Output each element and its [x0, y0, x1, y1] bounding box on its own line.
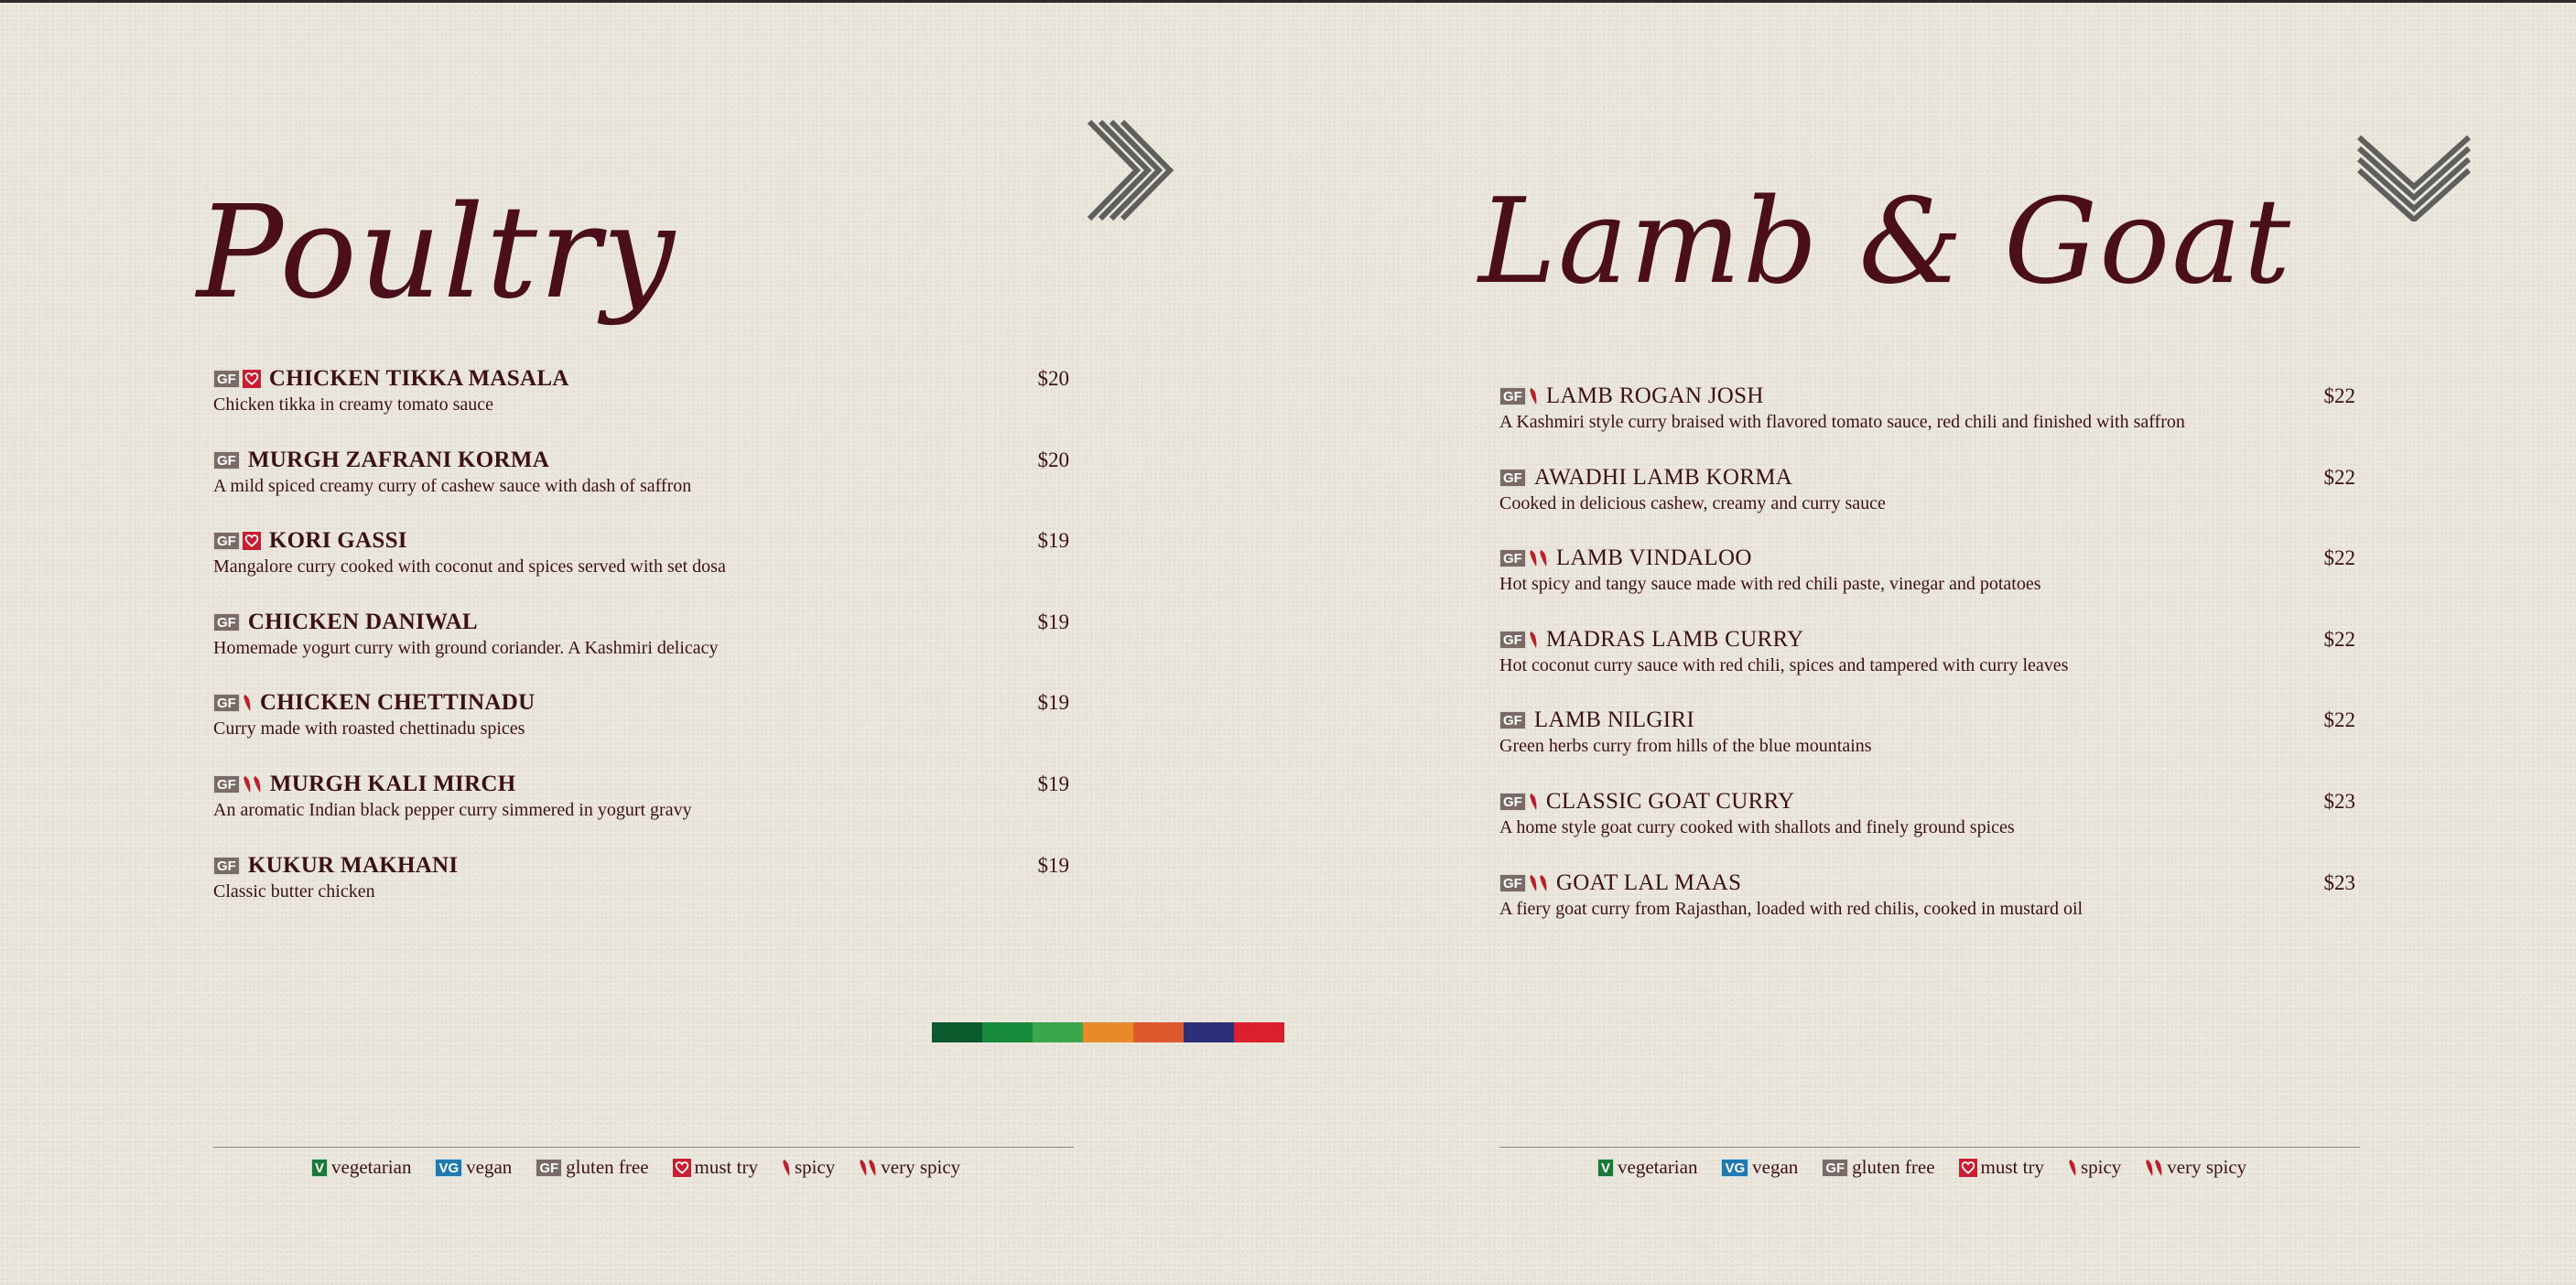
dish-price: $20: [1037, 448, 1069, 471]
poultry-menu-list: [213, 364, 1069, 932]
dish-price: $19: [1037, 610, 1069, 633]
diet-tags: [213, 775, 262, 794]
legend-label: spicy: [794, 1156, 836, 1178]
chili-icon: [2068, 1159, 2077, 1177]
dish-name: CHICKEN CHETTINADU: [259, 690, 536, 716]
dish-name: CHICKEN DANIWAL: [247, 609, 478, 634]
dietary-legend: [311, 1156, 960, 1179]
dish-name: GOAT LAL MAAS: [1555, 869, 1742, 895]
legend-label: vegan: [1752, 1156, 1799, 1178]
legend-item: [1597, 1156, 1697, 1179]
dish-price: $22: [2323, 708, 2355, 732]
dish-description: A home style goat curry cooked with shallots and finely ground spices: [1499, 816, 2015, 837]
dish-description: Classic butter chicken: [213, 880, 375, 902]
legend-item: [673, 1156, 758, 1179]
gluten-free-badge: GF: [1499, 631, 1526, 649]
diet-tags: [1499, 469, 1526, 487]
dish-description: Hot coconut curry sauce with red chili, spices and tampered with curry leaves: [1499, 654, 2069, 675]
dish-price: $22: [2323, 627, 2355, 651]
dish-description: Homemade yogurt curry with ground coriander. A Kashmiri delicacy: [213, 637, 719, 658]
legend-item: [782, 1156, 835, 1179]
gluten-free-badge: GF: [1499, 711, 1526, 729]
dish-name: LAMB NILGIRI: [1533, 707, 1694, 733]
dish-name: MADRAS LAMB CURRY: [1545, 626, 1804, 652]
diet-tags: [1499, 793, 1538, 811]
gluten-free-badge: GF: [536, 1159, 562, 1177]
gluten-free-badge: GF: [213, 370, 240, 388]
menu-item: [213, 688, 1069, 770]
legend-item: [1822, 1156, 1934, 1179]
gluten-free-badge: GF: [1499, 549, 1526, 567]
legend-item: [311, 1156, 411, 1179]
legend-label: vegan: [466, 1156, 513, 1178]
dish-description: An aromatic Indian black pepper curry simmered in yogurt gravy: [213, 799, 692, 820]
must-try-heart-icon: [1959, 1159, 1977, 1177]
legend-label: spicy: [2080, 1156, 2122, 1178]
legend-item: [435, 1156, 512, 1179]
color-stripe: [1033, 1022, 1083, 1042]
dish-price: $19: [1037, 772, 1069, 795]
diet-tags: [1499, 711, 1526, 729]
legend-item: [1721, 1156, 1798, 1179]
menu-item: [213, 608, 1069, 689]
gluten-free-badge: GF: [1499, 387, 1526, 405]
legend-item: [2145, 1156, 2246, 1179]
color-stripe: [1184, 1022, 1234, 1042]
legend-item: [859, 1156, 960, 1179]
page-title: Poultry: [197, 178, 677, 328]
dish-price: $19: [1037, 691, 1069, 715]
chili-icon: [1529, 793, 1538, 811]
dish-name: CLASSIC GOAT CURRY: [1545, 788, 1795, 814]
menu-item: [213, 770, 1069, 851]
menu-item: [1499, 625, 2355, 707]
gluten-free-badge: GF: [213, 451, 240, 470]
chevron-right-icon: [1080, 117, 1176, 232]
double-chili-icon: [1529, 874, 1548, 892]
diet-tags: [1499, 631, 1538, 649]
dish-description: A fiery goat curry from Rajasthan, loaded with red chilis, cooked in mustard oil: [1499, 898, 2084, 919]
legend-divider: [1499, 1147, 2360, 1148]
dish-description: Cooked in delicious cashew, creamy and curry sauce: [1499, 492, 1886, 513]
dish-name: KUKUR MAKHANI: [247, 852, 459, 878]
diet-tags: [213, 451, 240, 470]
dish-price: $19: [1037, 529, 1069, 553]
menu-item: [1499, 869, 2355, 950]
double-chili-icon: [859, 1159, 877, 1177]
dietary-legend: [1597, 1156, 2246, 1179]
gluten-free-badge: GF: [213, 613, 240, 632]
legend-label: very spicy: [2167, 1156, 2247, 1178]
dish-name: MURGH KALI MIRCH: [269, 771, 516, 796]
dish-price: $23: [2323, 870, 2355, 894]
gluten-free-badge: GF: [1499, 469, 1526, 487]
dish-description: A Kashmiri style curry braised with flavored tomato sauce, red chili and finished with saffron: [1499, 412, 2185, 432]
gluten-free-badge: GF: [213, 775, 240, 794]
chili-icon: [1529, 387, 1538, 405]
dish-description: Hot spicy and tangy sauce made with red chili paste, vinegar and potatoes: [1499, 574, 2041, 595]
lamb-goat-menu-list: [1499, 382, 2355, 949]
gluten-free-badge: GF: [213, 857, 240, 875]
gluten-free-badge: GF: [213, 694, 240, 712]
gluten-free-badge: GF: [1499, 793, 1526, 811]
dish-price: $22: [2323, 546, 2355, 570]
vegetarian-badge: V: [1597, 1159, 1614, 1177]
dish-description: Mangalore curry cooked with coconut and spices served with set dosa: [213, 556, 726, 578]
color-stripe: [1083, 1022, 1133, 1042]
dish-name: AWADHI LAMB KORMA: [1533, 464, 1793, 490]
legend-label: gluten free: [1852, 1156, 1935, 1178]
diet-tags: [1499, 549, 1548, 567]
dish-price: $19: [1037, 853, 1069, 877]
menu-item: [1499, 382, 2355, 463]
vegan-badge: VG: [1721, 1159, 1748, 1177]
double-chili-icon: [243, 775, 262, 794]
menu-item: [213, 446, 1069, 527]
diet-tags: [213, 613, 240, 632]
legend-item: [536, 1156, 648, 1179]
dish-name: KORI GASSI: [268, 528, 407, 554]
gluten-free-badge: GF: [1822, 1159, 1848, 1177]
menu-item: [213, 526, 1069, 608]
legend-label: must try: [694, 1156, 758, 1178]
lamb-goat-page: [1288, 0, 2576, 1285]
must-try-heart-icon: [243, 532, 261, 550]
dish-price: $22: [2323, 384, 2355, 407]
legend-divider: [213, 1147, 1074, 1148]
legend-label: vegetarian: [331, 1156, 412, 1178]
vegetarian-badge: V: [311, 1159, 328, 1177]
dish-price: $22: [2323, 465, 2355, 489]
chevron-down-icon: [2354, 130, 2473, 221]
chili-icon: [1529, 631, 1538, 649]
diet-tags: [213, 857, 240, 875]
double-chili-icon: [2145, 1159, 2163, 1177]
diet-tags: [1499, 874, 1548, 892]
diet-tags: [1499, 387, 1538, 405]
color-stripe: [932, 1022, 982, 1042]
chili-icon: [243, 694, 252, 712]
vegan-badge: VG: [435, 1159, 462, 1177]
color-stripe: [982, 1022, 1033, 1042]
diet-tags: [213, 532, 261, 550]
must-try-heart-icon: [673, 1159, 691, 1177]
color-stripe-bar: [932, 1022, 1284, 1042]
legend-item: [1959, 1156, 2044, 1179]
menu-item: [213, 364, 1069, 446]
dish-description: A mild spiced creamy curry of cashew sauce with dash of saffron: [213, 475, 692, 496]
dish-price: $23: [2323, 789, 2355, 813]
gluten-free-badge: GF: [1499, 874, 1526, 892]
gluten-free-badge: GF: [213, 532, 240, 550]
legend-item: [2068, 1156, 2121, 1179]
color-stripe: [1133, 1022, 1184, 1042]
dish-description: Curry made with roasted chettinadu spices: [213, 718, 525, 740]
menu-item: [1499, 787, 2355, 869]
menu-item: [1499, 463, 2355, 545]
dish-name: LAMB VINDALOO: [1555, 545, 1752, 571]
diet-tags: [213, 694, 252, 712]
must-try-heart-icon: [243, 370, 261, 388]
dish-description: Chicken tikka in creamy tomato sauce: [213, 394, 494, 415]
double-chili-icon: [1529, 549, 1548, 567]
menu-item: [213, 851, 1069, 933]
dish-name: CHICKEN TIKKA MASALA: [268, 366, 569, 391]
color-stripe: [1234, 1022, 1284, 1042]
chili-icon: [782, 1159, 791, 1177]
legend-label: vegetarian: [1618, 1156, 1698, 1178]
legend-label: very spicy: [881, 1156, 961, 1178]
dish-price: $20: [1037, 367, 1069, 390]
dish-name: MURGH ZAFRANI KORMA: [247, 447, 550, 472]
page-title: Lamb & Goat: [1478, 174, 2292, 310]
dish-name: LAMB ROGAN JOSH: [1545, 383, 1764, 408]
menu-item: [1499, 544, 2355, 625]
diet-tags: [213, 370, 261, 388]
legend-label: must try: [1980, 1156, 2044, 1178]
dish-description: Green herbs curry from hills of the blue mountains: [1499, 736, 1872, 757]
menu-item: [1499, 706, 2355, 787]
legend-label: gluten free: [566, 1156, 649, 1178]
